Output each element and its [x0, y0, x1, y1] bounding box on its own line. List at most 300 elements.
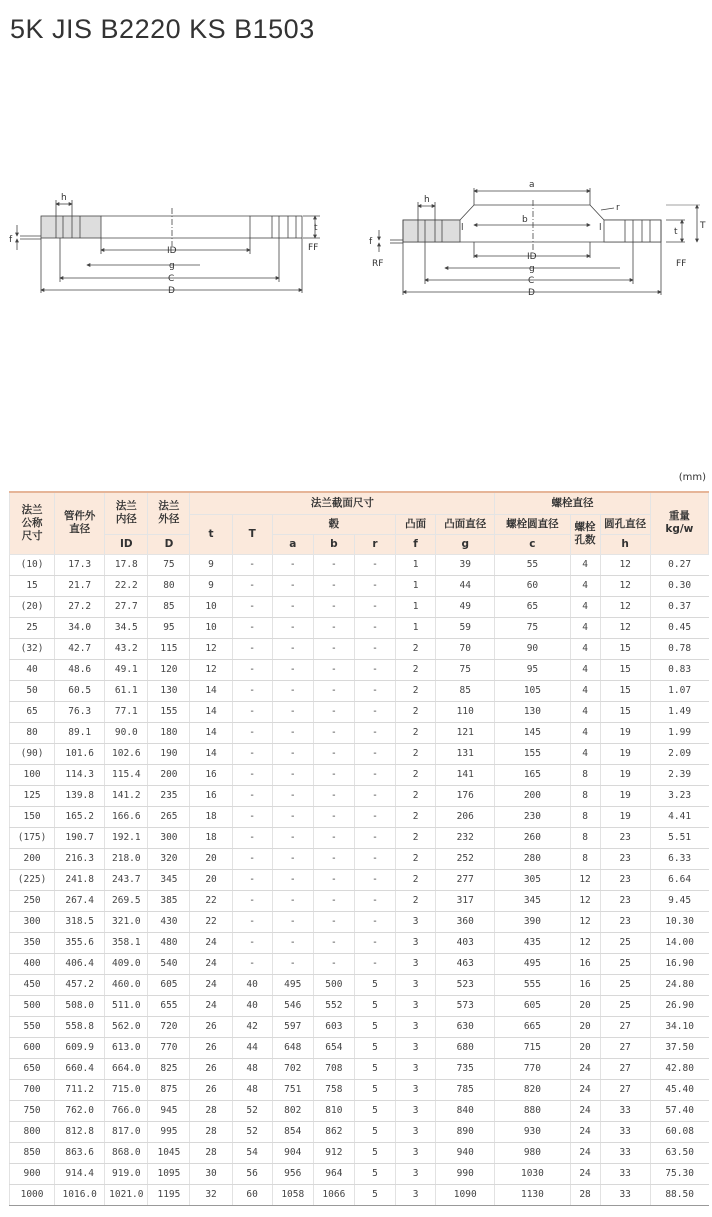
table-cell: 180 [148, 722, 190, 743]
table-cell: - [313, 659, 354, 680]
table-cell: 25 [600, 953, 650, 974]
table-cell: 42.80 [650, 1058, 708, 1079]
table-cell: 60.08 [650, 1121, 708, 1142]
table-cell: 165 [495, 764, 570, 785]
header-raised-face: 凸面 [396, 514, 436, 534]
table-cell: 265 [148, 806, 190, 827]
table-cell: 900 [10, 1163, 55, 1184]
table-cell: 60 [232, 1184, 272, 1205]
table-cell: 60.5 [55, 680, 105, 701]
table-cell: - [354, 743, 395, 764]
table-cell: - [354, 638, 395, 659]
table-row [10, 1079, 709, 1100]
table-cell: - [313, 701, 354, 722]
table-cell: 573 [436, 995, 495, 1016]
table-cell: - [272, 743, 313, 764]
table-cell: 1 [396, 554, 436, 575]
table-cell: - [354, 806, 395, 827]
table-cell: 19 [600, 722, 650, 743]
table-cell: - [313, 806, 354, 827]
table-cell: 3 [396, 1142, 436, 1163]
table-cell: - [313, 554, 354, 575]
table-cell: 1058 [272, 1184, 313, 1205]
table-cell: 24 [570, 1058, 600, 1079]
flange-diagrams [0, 180, 712, 300]
table-cell: 2 [396, 659, 436, 680]
table-cell: 232 [436, 827, 495, 848]
table-cell: 22 [190, 890, 232, 911]
table-cell: - [272, 890, 313, 911]
label-l-right: l [599, 223, 602, 233]
table-cell: 863.6 [55, 1142, 105, 1163]
table-cell: 12 [190, 659, 232, 680]
table-cell: 660.4 [55, 1058, 105, 1079]
table-cell: 200 [148, 764, 190, 785]
table-cell: 19 [600, 764, 650, 785]
table-cell: 141 [436, 764, 495, 785]
table-cell: 880 [495, 1100, 570, 1121]
table-cell: 5 [354, 1037, 395, 1058]
table-cell: 9.45 [650, 890, 708, 911]
table-cell: - [313, 848, 354, 869]
table-cell: 95 [148, 617, 190, 638]
table-cell: 37.50 [650, 1037, 708, 1058]
table-cell: 409.0 [105, 953, 148, 974]
table-cell: 63.50 [650, 1142, 708, 1163]
table-cell: 3 [396, 1058, 436, 1079]
table-cell: 65 [495, 596, 570, 617]
table-cell: (175) [10, 827, 55, 848]
table-cell: 40 [232, 995, 272, 1016]
table-cell: 48 [232, 1079, 272, 1100]
table-cell: - [272, 638, 313, 659]
table-cell: 403 [436, 932, 495, 953]
table-cell: 5 [354, 1184, 395, 1205]
table-cell: 80 [10, 722, 55, 743]
table-cell: - [232, 722, 272, 743]
table-row [10, 701, 709, 722]
table-cell: 88.50 [650, 1184, 708, 1205]
table-cell: 24 [570, 1163, 600, 1184]
table-row [10, 1100, 709, 1121]
header-T: T [232, 514, 272, 554]
table-cell: 820 [495, 1079, 570, 1100]
table-cell: 277 [436, 869, 495, 890]
table-cell: - [313, 722, 354, 743]
table-cell: 80 [148, 575, 190, 596]
header-outer-diameter: 法兰外径 [148, 492, 190, 534]
table-cell: 218.0 [105, 848, 148, 869]
table-cell: - [354, 659, 395, 680]
table-cell: 650 [10, 1058, 55, 1079]
table-row [10, 953, 709, 974]
header-inner-diameter: 法兰内径 [105, 492, 148, 534]
table-cell: 956 [272, 1163, 313, 1184]
header-bolt-circle: 螺栓圆直径 [495, 514, 570, 534]
table-cell: - [232, 680, 272, 701]
table-cell: 70 [436, 638, 495, 659]
table-cell: - [354, 596, 395, 617]
table-cell: 1 [396, 575, 436, 596]
table-cell: 980 [495, 1142, 570, 1163]
table-cell: 145 [495, 722, 570, 743]
table-cell: 76.3 [55, 701, 105, 722]
table-cell: 990 [436, 1163, 495, 1184]
label-h: h [424, 195, 430, 205]
table-cell: 139.8 [55, 785, 105, 806]
table-cell: - [313, 575, 354, 596]
label-c: C [528, 276, 535, 286]
table-cell: 558.8 [55, 1016, 105, 1037]
table-cell: 44 [436, 575, 495, 596]
table-cell: 15 [600, 638, 650, 659]
table-cell: 269.5 [105, 890, 148, 911]
table-cell: (90) [10, 743, 55, 764]
table-cell: 24 [190, 953, 232, 974]
header-bolt-count: 螺栓孔数 [570, 514, 600, 554]
table-cell: 868.0 [105, 1142, 148, 1163]
table-cell: 33 [600, 1100, 650, 1121]
table-cell: 26 [190, 1058, 232, 1079]
table-cell: 9 [190, 575, 232, 596]
table-cell: 280 [495, 848, 570, 869]
table-cell: 2 [396, 764, 436, 785]
table-cell: 523 [436, 974, 495, 995]
table-cell: 5 [354, 1121, 395, 1142]
table-row [10, 764, 709, 785]
table-cell: 101.6 [55, 743, 105, 764]
table-cell: 500 [313, 974, 354, 995]
table-cell: 12 [190, 638, 232, 659]
flat-flange-diagram [9, 193, 320, 296]
table-row [10, 827, 709, 848]
table-cell: 243.7 [105, 869, 148, 890]
table-cell: 4.41 [650, 806, 708, 827]
table-cell: 317 [436, 890, 495, 911]
table-cell: - [354, 953, 395, 974]
label-ff: FF [676, 259, 687, 269]
table-cell: 1021.0 [105, 1184, 148, 1205]
table-row [10, 1058, 709, 1079]
table-cell: 10.30 [650, 911, 708, 932]
table-cell: 20 [190, 869, 232, 890]
table-cell: 355.6 [55, 932, 105, 953]
table-cell: 33 [600, 1121, 650, 1142]
table-cell: 463 [436, 953, 495, 974]
header-bolt-dimensions: 螺栓直径 [495, 492, 650, 514]
table-cell: - [313, 911, 354, 932]
table-cell: 25 [600, 995, 650, 1016]
table-cell: - [272, 617, 313, 638]
table-cell: 715.0 [105, 1079, 148, 1100]
table-cell: 20 [190, 848, 232, 869]
table-cell: 57.40 [650, 1100, 708, 1121]
table-cell: 24 [570, 1079, 600, 1100]
table-cell: 75.30 [650, 1163, 708, 1184]
table-cell: 702 [272, 1058, 313, 1079]
table-cell: 4 [570, 596, 600, 617]
table-cell: 24 [190, 932, 232, 953]
table-cell: 100 [10, 764, 55, 785]
label-t: t [674, 227, 678, 237]
table-cell: 28 [570, 1184, 600, 1205]
table-row [10, 1037, 709, 1058]
table-cell: 26 [190, 1016, 232, 1037]
table-cell: 27 [600, 1079, 650, 1100]
table-body [10, 554, 709, 1205]
table-cell: 4 [570, 701, 600, 722]
table-cell: 56 [232, 1163, 272, 1184]
table-cell: 914.4 [55, 1163, 105, 1184]
table-cell: 19 [600, 785, 650, 806]
header-g: g [436, 534, 495, 554]
header-h: h [600, 534, 650, 554]
table-row [10, 722, 709, 743]
table-cell: 12 [570, 932, 600, 953]
table-cell: 12 [600, 554, 650, 575]
table-cell: 350 [10, 932, 55, 953]
table-cell: 14 [190, 701, 232, 722]
table-cell: 16 [190, 785, 232, 806]
table-cell: 23 [600, 827, 650, 848]
table-cell: 550 [10, 1016, 55, 1037]
table-cell: - [232, 617, 272, 638]
table-cell: - [272, 680, 313, 701]
table-cell: - [354, 764, 395, 785]
table-cell: 27.7 [105, 596, 148, 617]
table-cell: 105 [495, 680, 570, 701]
table-cell: 18 [190, 806, 232, 827]
table-cell: 785 [436, 1079, 495, 1100]
table-cell: 700 [10, 1079, 55, 1100]
table-cell: 715 [495, 1037, 570, 1058]
table-cell: 5 [354, 974, 395, 995]
table-cell: 2 [396, 722, 436, 743]
table-cell: 6.64 [650, 869, 708, 890]
table-cell: 24.80 [650, 974, 708, 995]
table-cell: 940 [436, 1142, 495, 1163]
table-cell: - [313, 827, 354, 848]
table-cell: 10 [190, 596, 232, 617]
table-cell: 60 [495, 575, 570, 596]
header-a: a [272, 534, 313, 554]
table-cell: 34.5 [105, 617, 148, 638]
table-cell: - [313, 869, 354, 890]
label-a: a [529, 180, 535, 190]
table-cell: 19 [600, 806, 650, 827]
table-cell: 120 [148, 659, 190, 680]
table-cell: 630 [436, 1016, 495, 1037]
table-cell: 3 [396, 953, 436, 974]
table-cell: 16 [570, 953, 600, 974]
table-cell: 5 [354, 1163, 395, 1184]
table-cell: (10) [10, 554, 55, 575]
table-cell: 42 [232, 1016, 272, 1037]
header-b: b [313, 534, 354, 554]
table-cell: 3 [396, 974, 436, 995]
table-cell: 28 [190, 1142, 232, 1163]
table-cell: 166.6 [105, 806, 148, 827]
table-cell: 735 [436, 1058, 495, 1079]
table-cell: 321.0 [105, 911, 148, 932]
table-cell: - [232, 911, 272, 932]
table-cell: 1130 [495, 1184, 570, 1205]
table-cell: - [272, 701, 313, 722]
table-cell: 1095 [148, 1163, 190, 1184]
header-hub: 毂 [272, 514, 395, 534]
label-b: b [522, 215, 528, 225]
table-cell: 600 [10, 1037, 55, 1058]
label-f: f [9, 235, 13, 245]
table-cell: 48 [232, 1058, 272, 1079]
table-cell: 4 [570, 680, 600, 701]
table-cell: - [354, 785, 395, 806]
table-cell: 552 [313, 995, 354, 1016]
label-T: T [700, 221, 706, 231]
table-cell: 664.0 [105, 1058, 148, 1079]
table-cell: 165.2 [55, 806, 105, 827]
table-cell: 654 [313, 1037, 354, 1058]
table-cell: 16 [570, 974, 600, 995]
table-cell: 1.07 [650, 680, 708, 701]
table-cell: 14 [190, 680, 232, 701]
table-cell: 33 [600, 1184, 650, 1205]
table-cell: 665 [495, 1016, 570, 1037]
table-cell: 430 [148, 911, 190, 932]
table-cell: 102.6 [105, 743, 148, 764]
table-cell: - [354, 869, 395, 890]
table-cell: 9 [190, 554, 232, 575]
table-cell: 267.4 [55, 890, 105, 911]
table-cell: - [313, 617, 354, 638]
table-cell: 176 [436, 785, 495, 806]
table-row [10, 932, 709, 953]
table-cell: 812.8 [55, 1121, 105, 1142]
table-cell: 40 [10, 659, 55, 680]
label-g: g [169, 261, 175, 271]
table-cell: 33 [600, 1163, 650, 1184]
table-cell: - [313, 764, 354, 785]
table-cell: 14 [190, 722, 232, 743]
table-cell: 49.1 [105, 659, 148, 680]
table-cell: 320 [148, 848, 190, 869]
table-cell: 603 [313, 1016, 354, 1037]
table-cell: 1066 [313, 1184, 354, 1205]
table-cell: 115.4 [105, 764, 148, 785]
table-cell: 200 [495, 785, 570, 806]
table-cell: - [232, 659, 272, 680]
table-cell: 3 [396, 995, 436, 1016]
table-cell: 95 [495, 659, 570, 680]
table-row [10, 974, 709, 995]
table-cell: 4 [570, 575, 600, 596]
label-c: C [168, 274, 175, 284]
table-cell: 34.0 [55, 617, 105, 638]
table-cell: 2 [396, 785, 436, 806]
table-cell: 495 [495, 953, 570, 974]
table-cell: 945 [148, 1100, 190, 1121]
table-cell: 15 [600, 680, 650, 701]
table-cell: 597 [272, 1016, 313, 1037]
label-ff: FF [308, 243, 319, 253]
table-cell: 23 [600, 869, 650, 890]
table-row [10, 785, 709, 806]
table-cell: 48.6 [55, 659, 105, 680]
table-cell: 216.3 [55, 848, 105, 869]
table-cell: 995 [148, 1121, 190, 1142]
header-f: f [396, 534, 436, 554]
table-cell: 150 [10, 806, 55, 827]
table-cell: 904 [272, 1142, 313, 1163]
table-cell: 110 [436, 701, 495, 722]
table-cell: 890 [436, 1121, 495, 1142]
table-cell: 300 [148, 827, 190, 848]
table-cell: 12 [600, 575, 650, 596]
label-t: t [314, 223, 318, 233]
table-row [10, 680, 709, 701]
table-cell: 5 [354, 1142, 395, 1163]
table-cell: 1090 [436, 1184, 495, 1205]
table-cell: 121 [436, 722, 495, 743]
unit-label: (mm) [678, 472, 706, 483]
table-cell: 750 [10, 1100, 55, 1121]
table-cell: 5.51 [650, 827, 708, 848]
table-row [10, 596, 709, 617]
header-hole-diameter: 圆孔直径 [600, 514, 650, 534]
flange-spec-table [9, 491, 709, 1206]
table-cell: 0.83 [650, 659, 708, 680]
table-cell: 75 [495, 617, 570, 638]
header-id: ID [105, 534, 148, 554]
table-cell: 85 [436, 680, 495, 701]
table-cell: 3 [396, 1184, 436, 1205]
table-row [10, 1142, 709, 1163]
table-cell: 130 [148, 680, 190, 701]
table-cell: 1.49 [650, 701, 708, 722]
table-cell: 360 [436, 911, 495, 932]
table-cell: 495 [272, 974, 313, 995]
label-l-left: l [461, 223, 464, 233]
table-cell: - [313, 953, 354, 974]
header-r: r [354, 534, 395, 554]
table-cell: - [272, 932, 313, 953]
table-cell: 400 [10, 953, 55, 974]
table-cell: - [272, 953, 313, 974]
table-cell: - [232, 701, 272, 722]
table-row [10, 995, 709, 1016]
table-cell: 12 [570, 869, 600, 890]
table-cell: 964 [313, 1163, 354, 1184]
table-cell: 44 [232, 1037, 272, 1058]
table-cell: 460.0 [105, 974, 148, 995]
header-weight: 重量kg/w [650, 492, 708, 554]
table-cell: 27 [600, 1058, 650, 1079]
table-cell: 52 [232, 1121, 272, 1142]
table-cell: 3 [396, 1121, 436, 1142]
table-cell: 24 [570, 1100, 600, 1121]
table-cell: 2 [396, 638, 436, 659]
table-cell: 810 [313, 1100, 354, 1121]
table-cell: 480 [148, 932, 190, 953]
table-cell: 390 [495, 911, 570, 932]
table-cell: - [313, 638, 354, 659]
table-cell: - [354, 575, 395, 596]
table-cell: 0.45 [650, 617, 708, 638]
header-nominal-size: 法兰公称尺寸 [10, 492, 55, 554]
table-cell: 241.8 [55, 869, 105, 890]
table-cell: - [313, 785, 354, 806]
page-title: 5K JIS B2220 KS B1503 [10, 14, 315, 44]
